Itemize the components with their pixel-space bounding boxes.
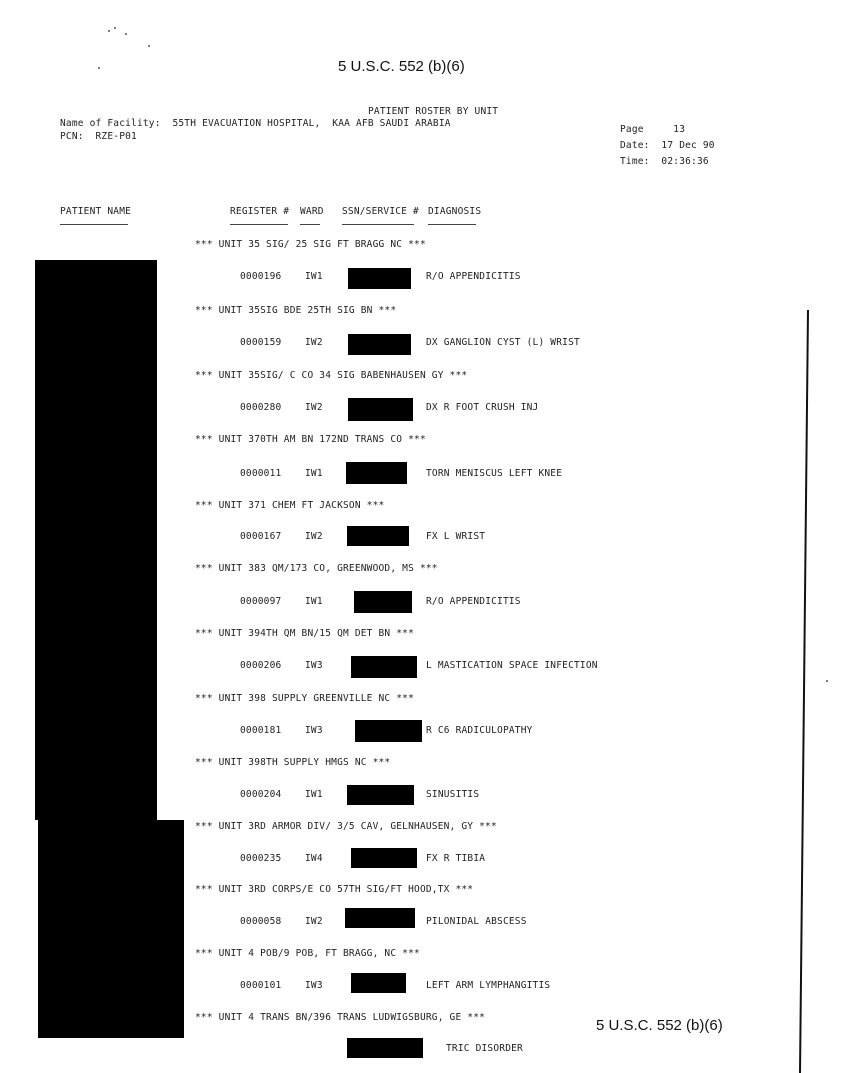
ward: IW1 [305, 596, 323, 607]
col-header-ward: WARD [300, 206, 324, 217]
register-number: 0000235 [240, 853, 282, 864]
underline-register [230, 224, 288, 225]
diagnosis: DX R FOOT CRUSH INJ [426, 402, 539, 413]
ward: IW2 [305, 402, 323, 413]
diagnosis: SINUSITIS [426, 789, 480, 800]
ssn-redaction [351, 848, 417, 868]
register-number: 0000101 [240, 980, 282, 991]
ward: IW2 [305, 531, 323, 542]
unit-heading: *** UNIT 398 SUPPLY GREENVILLE NC *** [195, 693, 415, 704]
report-time: Time: 02:36:36 [620, 156, 709, 167]
unit-heading: *** UNIT 394TH QM BN/15 QM DET BN *** [195, 628, 415, 639]
register-number: 0000167 [240, 531, 282, 542]
ssn-redaction [345, 908, 415, 928]
diagnosis: TORN MENISCUS LEFT KNEE [426, 468, 563, 479]
diagnosis: R/O APPENDICITIS [426, 271, 521, 282]
scan-speck [114, 27, 116, 29]
ward: IW1 [305, 468, 323, 479]
ssn-redaction [347, 1038, 423, 1058]
ssn-redaction [354, 591, 412, 613]
register-number: 0000159 [240, 337, 282, 348]
underline-ssn-service [342, 224, 414, 225]
scan-speck [125, 33, 127, 35]
col-header-diagnosis: DIAGNOSIS [428, 206, 482, 217]
underline-patient-name [60, 224, 128, 225]
ssn-redaction [351, 973, 406, 993]
ssn-redaction [355, 720, 422, 742]
register-number: 0000011 [240, 468, 282, 479]
ward: IW3 [305, 980, 323, 991]
unit-heading: *** UNIT 3RD CORPS/E CO 57TH SIG/FT HOOD,TX *** [195, 884, 474, 895]
ward: IW1 [305, 789, 323, 800]
ward: IW3 [305, 725, 323, 736]
ward: IW4 [305, 853, 323, 864]
diagnosis: R C6 RADICULOPATHY [426, 725, 533, 736]
underline-diagnosis [428, 224, 476, 225]
unit-heading: *** UNIT 370TH AM BN 172ND TRANS CO *** [195, 434, 426, 445]
col-header-patient-name: PATIENT NAME [60, 206, 132, 217]
unit-heading: *** UNIT 35 SIG/ 25 SIG FT BRAGG NC *** [195, 239, 426, 250]
register-number: 0000280 [240, 402, 282, 413]
register-number: 0000097 [240, 596, 282, 607]
patient-name-redaction [35, 260, 157, 820]
underline-ward [300, 224, 320, 225]
register-number: 0000196 [240, 271, 282, 282]
scan-speck [826, 680, 828, 682]
ssn-redaction [347, 526, 409, 546]
unit-heading: *** UNIT 4 TRANS BN/396 TRANS LUDWIGSBURG, GE *** [195, 1012, 486, 1023]
register-number: 0000204 [240, 789, 282, 800]
unit-heading: *** UNIT 35SIG BDE 25TH SIG BN *** [195, 305, 397, 316]
ward: IW2 [305, 337, 323, 348]
ward: IW1 [305, 271, 323, 282]
diagnosis: FX R TIBIA [426, 853, 486, 864]
ssn-redaction [348, 334, 411, 355]
scan-speck [108, 30, 110, 32]
unit-heading: *** UNIT 3RD ARMOR DIV/ 3/5 CAV, GELNHAUSEN, GY *** [195, 821, 497, 832]
unit-heading: *** UNIT 383 QM/173 CO, GREENWOOD, MS *** [195, 563, 438, 574]
foia-exemption-stamp-bottom: 5 U.S.C. 552 (b)(6) [596, 1017, 723, 1034]
ward: IW3 [305, 660, 323, 671]
ssn-redaction [348, 268, 411, 289]
diagnosis: R/O APPENDICITIS [426, 596, 521, 607]
unit-heading: *** UNIT 35SIG/ C CO 34 SIG BABENHAUSEN GY *** [195, 370, 468, 381]
pcn-line: PCN: RZE-P01 [60, 131, 137, 142]
register-number: 0000206 [240, 660, 282, 671]
ward: IW2 [305, 916, 323, 927]
unit-heading: *** UNIT 371 CHEM FT JACKSON *** [195, 500, 385, 511]
col-header-register: REGISTER # [230, 206, 290, 217]
diagnosis: LEFT ARM LYMPHANGITIS [426, 980, 551, 991]
report-date: Date: 17 Dec 90 [620, 140, 715, 151]
report-title: PATIENT ROSTER BY UNIT [368, 106, 499, 117]
ssn-redaction [348, 398, 413, 421]
ssn-redaction [347, 785, 414, 805]
facility-line: Name of Facility: 55TH EVACUATION HOSPITAL, KAA AFB SAUDI ARABIA [60, 118, 451, 129]
register-number: 0000181 [240, 725, 282, 736]
diagnosis: FX L WRIST [426, 531, 486, 542]
ssn-redaction [351, 656, 417, 678]
col-header-ssn-service: SSN/SERVICE # [342, 206, 419, 217]
page-number: Page 13 [620, 124, 686, 135]
diagnosis: L MASTICATION SPACE INFECTION [426, 660, 598, 671]
ssn-redaction [346, 462, 407, 484]
patient-name-redaction-lower [38, 820, 184, 1038]
diagnosis: PILONIDAL ABSCESS [426, 916, 527, 927]
diagnosis: TRIC DISORDER [446, 1043, 523, 1054]
scan-speck [148, 45, 150, 47]
unit-heading: *** UNIT 398TH SUPPLY HMGS NC *** [195, 757, 391, 768]
register-number: 0000058 [240, 916, 282, 927]
scan-speck [98, 67, 100, 69]
unit-heading: *** UNIT 4 POB/9 POB, FT BRAGG, NC *** [195, 948, 420, 959]
diagnosis: DX GANGLION CYST (L) WRIST [426, 337, 580, 348]
scan-edge-line [799, 310, 809, 1073]
foia-exemption-stamp-top: 5 U.S.C. 552 (b)(6) [338, 58, 465, 75]
